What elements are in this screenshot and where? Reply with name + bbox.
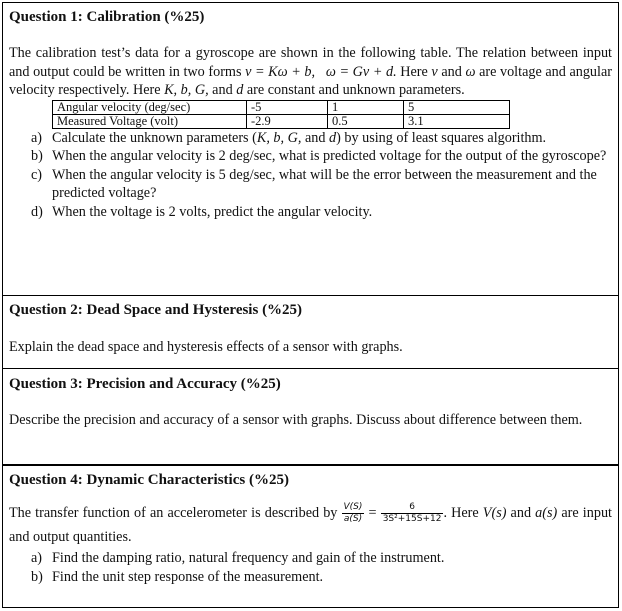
list-item — [9, 568, 612, 587]
question-2-body: Explain the dead space and hysteresis effects of a sensor with graphs. — [9, 339, 403, 355]
fraction-numerator: 6 — [381, 502, 444, 514]
table-row — [53, 114, 510, 128]
table-cell: 1 — [328, 100, 404, 114]
item-text: and — [301, 129, 329, 146]
question-3 — [3, 375, 618, 430]
equation-2: ω = Gv + d. — [325, 63, 397, 80]
symbol-a-s: a(s) — [535, 505, 558, 521]
table-cell: -5 — [247, 100, 328, 114]
table-cell: 0.5 — [328, 114, 404, 128]
symbol-v-s: V(s) — [482, 505, 507, 521]
question-4 — [3, 471, 618, 586]
intro-text: and — [208, 82, 237, 98]
question-4-intro — [9, 501, 612, 549]
item-marker: a) — [31, 129, 43, 146]
question-3-body: Describe the precision and accuracy of a sensor with graphs. Discuss about difference between them. — [9, 412, 583, 428]
intro-text: are voltage and angular velocity respectively. Here — [9, 63, 612, 98]
intro-text: . Here — [443, 505, 483, 521]
item-marker: b) — [31, 148, 43, 164]
divider — [3, 368, 618, 369]
question-2 — [3, 301, 618, 357]
table-cell: Angular velocity (deg/sec) — [53, 100, 247, 114]
intro-text: are constant and unknown parameters. — [243, 82, 465, 98]
list-item — [9, 147, 612, 166]
intro-text: and — [437, 63, 466, 80]
fraction-denominator: 3S²+15S+12 — [382, 514, 442, 525]
item-text: When the voltage is 2 volts, predict the angular velocity. — [52, 203, 373, 220]
equals-sign: = — [368, 505, 377, 521]
calibration-table — [52, 100, 510, 129]
item-text: Find the unit step response of the measurement. — [52, 568, 324, 585]
question-4-title: Question 4: Dynamic Characteristics (%25) — [9, 472, 289, 488]
intro-text: The calibration test’s data for a gyroscope are shown in the following table. The relation between input and output could be written in two forms — [9, 45, 612, 80]
question-1-intro — [9, 44, 612, 100]
question-1 — [3, 8, 618, 221]
question-4-items — [9, 549, 612, 586]
item-text: Calculate the unknown parameters ( — [52, 129, 257, 146]
fraction-denominator: a(S) — [343, 514, 363, 525]
table-cell: -2.9 — [247, 114, 328, 128]
exam-sheet — [2, 2, 619, 608]
list-item — [9, 203, 612, 222]
question-2-title: Question 2: Dead Space and Hysteresis (%25) — [9, 302, 303, 318]
list-item — [9, 166, 612, 203]
intro-text: are input and output quantities. — [9, 505, 612, 546]
transfer-fraction-rhs — [381, 502, 444, 525]
list-item — [9, 129, 612, 148]
divider — [3, 295, 618, 296]
question-1-items — [9, 129, 612, 222]
table-row — [53, 100, 510, 114]
item-marker: c) — [31, 166, 43, 183]
table-cell: 3.1 — [404, 114, 510, 128]
symbol-v: v — [431, 63, 438, 80]
intro-text: and — [506, 505, 536, 521]
intro-text: Here — [396, 63, 432, 80]
item-marker: b) — [31, 568, 43, 585]
item-math: K, b, G, — [256, 129, 302, 146]
table-cell: 5 — [404, 100, 510, 114]
question-1-title: Question 1: Calibration (%25) — [9, 9, 205, 25]
equation-1: v = Kω + b, — [245, 63, 316, 80]
item-marker: d) — [31, 203, 43, 220]
list-item — [9, 549, 612, 568]
divider — [3, 464, 618, 466]
intro-text: The transfer function of an accelerometer is described by — [9, 505, 342, 521]
table-cell: Measured Voltage (volt) — [53, 114, 247, 128]
item-text: When the angular velocity is 2 deg/sec, what is predicted voltage for the output of the gyroscope? — [52, 148, 607, 164]
item-marker: a) — [31, 550, 43, 567]
fraction-numerator: V(S) — [343, 502, 363, 513]
item-text: ) by using of least squares algorithm. — [336, 129, 547, 146]
item-text: When the angular velocity is 5 deg/sec, what will be the error between the measurement and the predicted voltage? — [52, 166, 597, 201]
question-3-title: Question 3: Precision and Accuracy (%25) — [9, 376, 281, 392]
parameters: K, b, G, — [164, 82, 209, 98]
transfer-fraction-lhs — [342, 502, 365, 525]
symbol-omega: ω — [465, 63, 476, 80]
symbol-d: d — [236, 82, 244, 98]
item-math: d — [329, 129, 337, 146]
item-text: Find the damping ratio, natural frequency and gain of the instrument. — [52, 550, 445, 567]
